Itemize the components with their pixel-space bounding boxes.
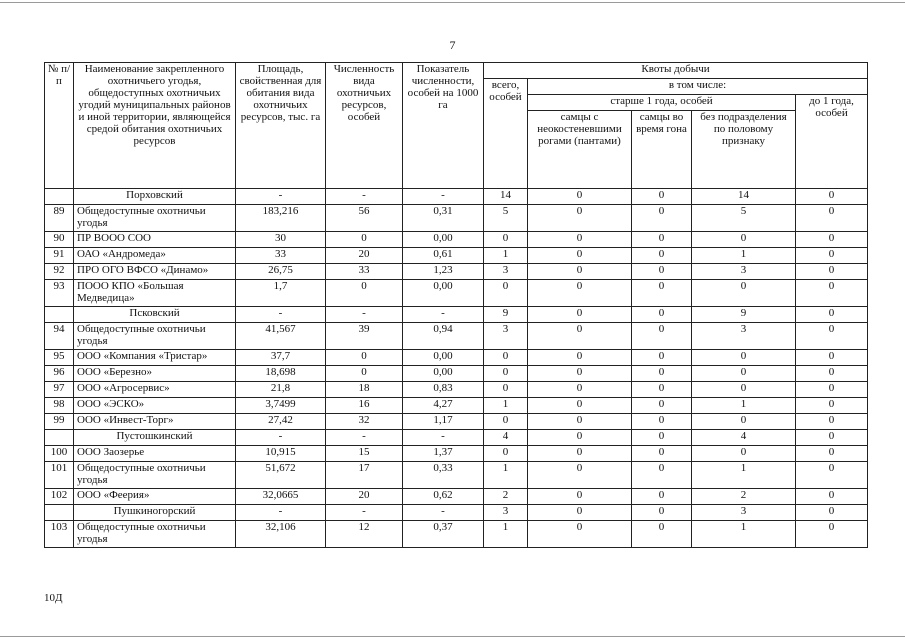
table-row xyxy=(45,350,868,366)
cell-name: ПР ВООО СОО xyxy=(74,232,236,248)
cell-area: 183,216 xyxy=(236,205,326,232)
cell-rut: 0 xyxy=(632,248,692,264)
cell-rut: 0 xyxy=(632,366,692,382)
cell-rut: 0 xyxy=(632,307,692,323)
cell-density: 0,00 xyxy=(403,232,484,248)
table-row xyxy=(45,232,868,248)
cell-young: 0 xyxy=(796,430,868,446)
cell-area: 32,0665 xyxy=(236,489,326,505)
page-number: 7 xyxy=(449,38,456,52)
cell-total: 0 xyxy=(484,232,528,248)
cell-num: 89 xyxy=(45,205,74,232)
district-row xyxy=(45,505,868,521)
header-no-sex: без подразделения по половому признаку xyxy=(692,111,796,189)
cell-antlers: 0 xyxy=(528,280,632,307)
cell-num: 103 xyxy=(45,521,74,548)
cell-young: 0 xyxy=(796,366,868,382)
header-density: Показатель численности, особей на 1000 га xyxy=(403,63,484,189)
cell-rut: 0 xyxy=(632,430,692,446)
cell-name: ООО «Компания «Тристар» xyxy=(74,350,236,366)
header-total: всего, особей xyxy=(484,79,528,189)
table-row xyxy=(45,414,868,430)
cell-young: 0 xyxy=(796,398,868,414)
hunting-quota-table xyxy=(44,62,868,548)
cell-count: - xyxy=(326,307,403,323)
header-quotas: Квоты добычи xyxy=(484,63,868,79)
cell-count: 18 xyxy=(326,382,403,398)
cell-count: 20 xyxy=(326,489,403,505)
cell-count: 39 xyxy=(326,323,403,350)
cell-area: 27,42 xyxy=(236,414,326,430)
table-row xyxy=(45,280,868,307)
cell-name: Общедоступные охотничьи угодья xyxy=(74,521,236,548)
cell-antlers: 0 xyxy=(528,366,632,382)
cell-count: - xyxy=(326,505,403,521)
cell-antlers: 0 xyxy=(528,382,632,398)
cell-total: 3 xyxy=(484,323,528,350)
cell-count: 12 xyxy=(326,521,403,548)
cell-density: 0,94 xyxy=(403,323,484,350)
cell-nosex: 5 xyxy=(692,205,796,232)
table-row xyxy=(45,382,868,398)
cell-area: - xyxy=(236,307,326,323)
cell-nosex: 14 xyxy=(692,189,796,205)
cell-young: 0 xyxy=(796,414,868,430)
cell-total: 1 xyxy=(484,521,528,548)
cell-nosex: 1 xyxy=(692,521,796,548)
district-name: Псковский xyxy=(74,307,236,323)
cell-count: - xyxy=(326,189,403,205)
cell-nosex: 1 xyxy=(692,248,796,264)
cell-antlers: 0 xyxy=(528,414,632,430)
cell-total: 0 xyxy=(484,350,528,366)
cell-total: 9 xyxy=(484,307,528,323)
cell-nosex: 0 xyxy=(692,280,796,307)
cell-area: 1,7 xyxy=(236,280,326,307)
cell-name: ООО «ЭСКО» xyxy=(74,398,236,414)
cell-density: - xyxy=(403,307,484,323)
cell-area: 51,672 xyxy=(236,462,326,489)
cell-antlers: 0 xyxy=(528,232,632,248)
table-row xyxy=(45,248,868,264)
cell-total: 0 xyxy=(484,366,528,382)
cell-young: 0 xyxy=(796,307,868,323)
cell-antlers: 0 xyxy=(528,248,632,264)
header-males-rut: самцы во время гона xyxy=(632,111,692,189)
cell-count: 0 xyxy=(326,280,403,307)
cell-density: 0,00 xyxy=(403,350,484,366)
cell-name: ООО «Березно» xyxy=(74,366,236,382)
cell-young: 0 xyxy=(796,248,868,264)
cell-count: 32 xyxy=(326,414,403,430)
cell-name: Общедоступные охотничьи угодья xyxy=(74,205,236,232)
table-row xyxy=(45,323,868,350)
cell-nosex: 0 xyxy=(692,382,796,398)
cell-density: 1,37 xyxy=(403,446,484,462)
cell-nosex: 4 xyxy=(692,430,796,446)
header-num: № п/п xyxy=(45,63,74,189)
cell-name: ПООО КПО «Большая Медведица» xyxy=(74,280,236,307)
table-row xyxy=(45,489,868,505)
header-older: старше 1 года, особей xyxy=(528,95,796,111)
cell-rut: 0 xyxy=(632,382,692,398)
cell-antlers: 0 xyxy=(528,205,632,232)
cell-name: ООО «Инвест-Торг» xyxy=(74,414,236,430)
cell-rut: 0 xyxy=(632,505,692,521)
cell-antlers: 0 xyxy=(528,521,632,548)
footer-code: 10Д xyxy=(44,592,63,604)
header-name: Наименование закрепленного охотничьего угодья, общедоступных охотничьих угодий муниципальных районов и иной территории, являющейся средой обитания охотничьих ресурсов xyxy=(74,63,236,189)
cell-name: Общедоступные охотничьи угодья xyxy=(74,462,236,489)
cell-num: 93 xyxy=(45,280,74,307)
cell-density: 0,00 xyxy=(403,366,484,382)
cell-density: 0,83 xyxy=(403,382,484,398)
cell-count: 20 xyxy=(326,248,403,264)
cell-count: 17 xyxy=(326,462,403,489)
cell-rut: 0 xyxy=(632,398,692,414)
cell-total: 0 xyxy=(484,414,528,430)
cell-area: 3,7499 xyxy=(236,398,326,414)
header-including: в том числе: xyxy=(528,79,868,95)
cell-count: 56 xyxy=(326,205,403,232)
cell-antlers: 0 xyxy=(528,189,632,205)
cell-density: 0,61 xyxy=(403,248,484,264)
scan-edge-top xyxy=(0,2,905,3)
district-name: Пустошкинский xyxy=(74,430,236,446)
cell-rut: 0 xyxy=(632,323,692,350)
cell-count: 33 xyxy=(326,264,403,280)
cell-young: 0 xyxy=(796,189,868,205)
cell-area: - xyxy=(236,189,326,205)
cell-rut: 0 xyxy=(632,446,692,462)
cell-antlers: 0 xyxy=(528,489,632,505)
cell-area: - xyxy=(236,430,326,446)
cell-young: 0 xyxy=(796,350,868,366)
cell-young: 0 xyxy=(796,462,868,489)
table-row xyxy=(45,366,868,382)
cell-area: - xyxy=(236,505,326,521)
cell-density: 0,37 xyxy=(403,521,484,548)
cell-nosex: 9 xyxy=(692,307,796,323)
cell-nosex: 0 xyxy=(692,414,796,430)
cell-young: 0 xyxy=(796,323,868,350)
cell-rut: 0 xyxy=(632,232,692,248)
cell-num: 98 xyxy=(45,398,74,414)
cell-num: 97 xyxy=(45,382,74,398)
cell-total: 1 xyxy=(484,248,528,264)
cell-density: 0,31 xyxy=(403,205,484,232)
cell-density: - xyxy=(403,430,484,446)
cell-total: 4 xyxy=(484,430,528,446)
district-row xyxy=(45,307,868,323)
cell-area: 30 xyxy=(236,232,326,248)
cell-antlers: 0 xyxy=(528,430,632,446)
cell-rut: 0 xyxy=(632,521,692,548)
cell-nosex: 1 xyxy=(692,398,796,414)
cell-antlers: 0 xyxy=(528,462,632,489)
cell-nosex: 0 xyxy=(692,366,796,382)
cell-num: 94 xyxy=(45,323,74,350)
cell-area: 32,106 xyxy=(236,521,326,548)
cell-total: 3 xyxy=(484,505,528,521)
cell-nosex: 0 xyxy=(692,446,796,462)
header-count: Численность вида охотничьих ресурсов, особей xyxy=(326,63,403,189)
cell-area: 37,7 xyxy=(236,350,326,366)
cell-total: 0 xyxy=(484,280,528,307)
table-row xyxy=(45,398,868,414)
cell-count: 0 xyxy=(326,350,403,366)
cell-area: 18,698 xyxy=(236,366,326,382)
cell-density: 0,00 xyxy=(403,280,484,307)
scan-edge-bottom xyxy=(0,636,905,637)
cell-rut: 0 xyxy=(632,280,692,307)
cell-density: 1,23 xyxy=(403,264,484,280)
cell-area: 26,75 xyxy=(236,264,326,280)
cell-num: 91 xyxy=(45,248,74,264)
cell-antlers: 0 xyxy=(528,350,632,366)
cell-total: 5 xyxy=(484,205,528,232)
cell-count: 16 xyxy=(326,398,403,414)
cell-total: 0 xyxy=(484,382,528,398)
district-name: Порховский xyxy=(74,189,236,205)
header-under1: до 1 года, особей xyxy=(796,95,868,189)
cell-total: 0 xyxy=(484,446,528,462)
cell-rut: 0 xyxy=(632,414,692,430)
header-males-antlers: самцы с неокостеневшими рогами (пантами) xyxy=(528,111,632,189)
cell-total: 1 xyxy=(484,462,528,489)
cell-density: 0,33 xyxy=(403,462,484,489)
cell-name: ООО «Феерия» xyxy=(74,489,236,505)
cell-antlers: 0 xyxy=(528,323,632,350)
cell-rut: 0 xyxy=(632,350,692,366)
cell-total: 2 xyxy=(484,489,528,505)
cell-density: - xyxy=(403,189,484,205)
cell-young: 0 xyxy=(796,505,868,521)
cell-antlers: 0 xyxy=(528,446,632,462)
cell-density: - xyxy=(403,505,484,521)
cell-young: 0 xyxy=(796,264,868,280)
cell-num: 92 xyxy=(45,264,74,280)
cell-nosex: 0 xyxy=(692,232,796,248)
cell-total: 14 xyxy=(484,189,528,205)
cell-count: 15 xyxy=(326,446,403,462)
cell-num: 102 xyxy=(45,489,74,505)
cell-count: 0 xyxy=(326,232,403,248)
cell-area: 21,8 xyxy=(236,382,326,398)
cell-density: 0,62 xyxy=(403,489,484,505)
header-area: Площадь, свойственная для обитания вида охотничьих ресурсов, тыс. га xyxy=(236,63,326,189)
cell-antlers: 0 xyxy=(528,264,632,280)
table-row xyxy=(45,521,868,548)
cell-nosex: 2 xyxy=(692,489,796,505)
cell-num: 96 xyxy=(45,366,74,382)
cell-area: 10,915 xyxy=(236,446,326,462)
cell-rut: 0 xyxy=(632,189,692,205)
cell-young: 0 xyxy=(796,489,868,505)
cell-rut: 0 xyxy=(632,462,692,489)
cell-name: ПРО ОГО ВФСО «Динамо» xyxy=(74,264,236,280)
cell-name: ОАО «Андромеда» xyxy=(74,248,236,264)
cell-num: 101 xyxy=(45,462,74,489)
cell-name: ООО Заозерье xyxy=(74,446,236,462)
cell-name: ООО «Агросервис» xyxy=(74,382,236,398)
district-row xyxy=(45,189,868,205)
cell-nosex: 3 xyxy=(692,323,796,350)
cell-density: 1,17 xyxy=(403,414,484,430)
cell-count: - xyxy=(326,430,403,446)
cell-young: 0 xyxy=(796,280,868,307)
district-row xyxy=(45,430,868,446)
cell-name: Общедоступные охотничьи угодья xyxy=(74,323,236,350)
cell-count: 0 xyxy=(326,366,403,382)
cell-antlers: 0 xyxy=(528,307,632,323)
table-row xyxy=(45,205,868,232)
cell-area: 41,567 xyxy=(236,323,326,350)
cell-rut: 0 xyxy=(632,489,692,505)
cell-nosex: 3 xyxy=(692,505,796,521)
cell-rut: 0 xyxy=(632,264,692,280)
cell-num: 99 xyxy=(45,414,74,430)
cell-num: 90 xyxy=(45,232,74,248)
cell-nosex: 1 xyxy=(692,462,796,489)
cell-area: 33 xyxy=(236,248,326,264)
cell-young: 0 xyxy=(796,232,868,248)
cell-total: 1 xyxy=(484,398,528,414)
cell-nosex: 0 xyxy=(692,350,796,366)
district-name: Пушкиногорский xyxy=(74,505,236,521)
cell-young: 0 xyxy=(796,521,868,548)
cell-antlers: 0 xyxy=(528,505,632,521)
cell-nosex: 3 xyxy=(692,264,796,280)
cell-total: 3 xyxy=(484,264,528,280)
cell-density: 4,27 xyxy=(403,398,484,414)
table-row xyxy=(45,462,868,489)
cell-young: 0 xyxy=(796,446,868,462)
table-row xyxy=(45,264,868,280)
cell-num: 100 xyxy=(45,446,74,462)
cell-antlers: 0 xyxy=(528,398,632,414)
table-row xyxy=(45,446,868,462)
cell-rut: 0 xyxy=(632,205,692,232)
cell-young: 0 xyxy=(796,382,868,398)
cell-young: 0 xyxy=(796,205,868,232)
cell-num: 95 xyxy=(45,350,74,366)
